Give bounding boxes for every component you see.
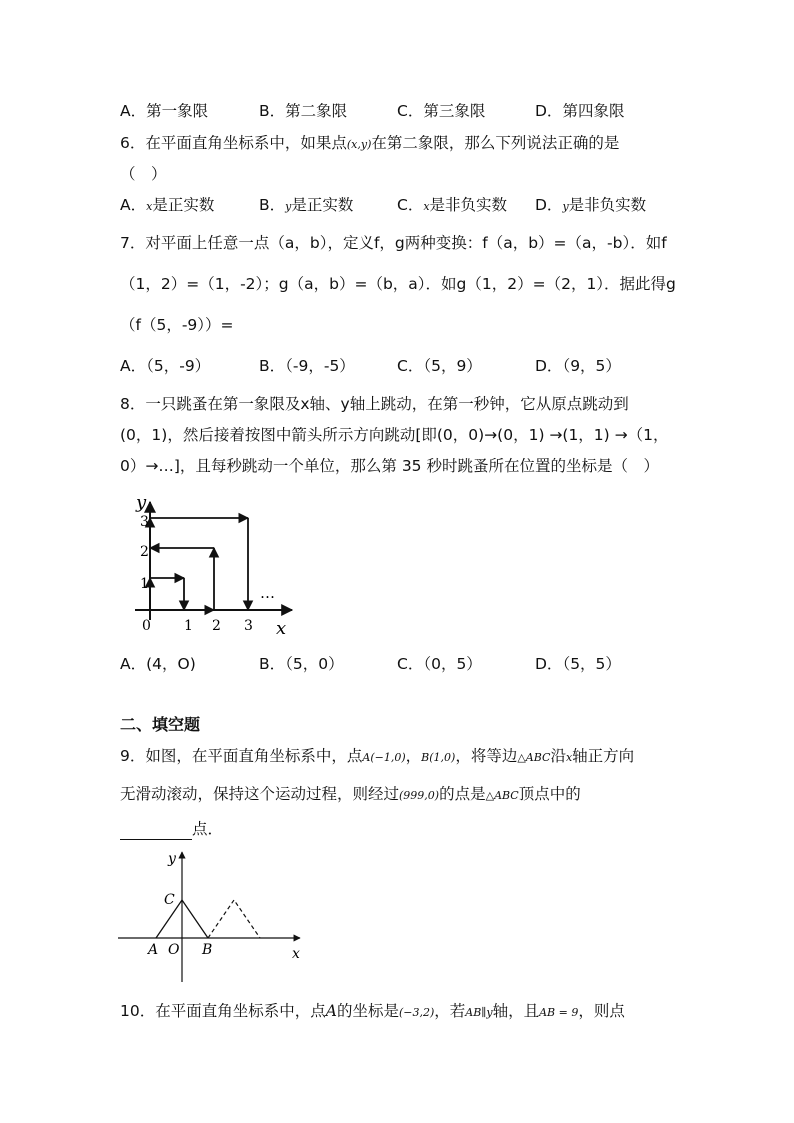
q6-paren: （ ） (120, 165, 167, 183)
q8-option-c: C．（0，5） (397, 655, 482, 673)
x-tick-1: 1 (184, 618, 193, 634)
q5-option-c: C．第三象限 (397, 102, 486, 120)
y-axis-label: y (136, 492, 147, 513)
ellipsis: … (260, 584, 275, 602)
origin-label: O (168, 942, 180, 958)
x-axis-label: x (292, 946, 300, 962)
q5-option-d: D．第四象限 (535, 102, 625, 120)
q6-option-d: D．y是非负实数 (535, 196, 647, 214)
x-axis-label: x (276, 618, 287, 639)
q8-line1: 8．一只跳蚤在第一象限及x轴、y轴上跳动，在第一秒钟，它从原点跳动到 (120, 395, 629, 413)
q10-line1: 10．在平面直角坐标系中，点A的坐标是(−3,2)，若AB∥y轴，且AB = 9，则点 (120, 1002, 625, 1020)
y-tick-3: 3 (140, 514, 149, 530)
triangle-roll-figure (118, 846, 318, 986)
q6-option-a: A．x是正实数 (120, 196, 215, 214)
q7-line1: 7．对平面上任意一点（a，b），定义f，g两种变换：f（a，b）=（a，-b）．如f (120, 234, 667, 252)
vertex-c-label: C (164, 892, 175, 908)
q9-line2: 无滑动滚动，保持这个运动过程，则经过(999,0)的点是△ABC顶点中的 (120, 785, 581, 803)
q9-line1: 9．如图，在平面直角坐标系中，点A(−1,0)，B(1,0)，将等边△ABC沿x轴正方向 (120, 747, 635, 765)
flea-path-figure (120, 488, 300, 638)
vertex-a-label: A (148, 942, 159, 958)
q5-option-a: A．第一象限 (120, 102, 209, 120)
q6-stem: 6．在平面直角坐标系中，如果点(x,y)在第二象限，那么下列说法正确的是 (120, 134, 620, 152)
vertex-b-label: B (202, 942, 213, 958)
q8-option-a: A．(4，O) (120, 655, 196, 673)
origin-label: 0 (142, 618, 151, 634)
section-title: 二、填空题 (120, 715, 201, 734)
q7-line2: （1，2）=（1，-2）；g（a，b）=（b，a）．如g（1，2）=（2，1）．据此得g (120, 275, 676, 293)
rolled-triangle (208, 900, 260, 938)
q7-option-d: D．（9，5） (535, 357, 621, 375)
x-tick-2: 2 (212, 618, 221, 634)
q8-option-d: D．（5，5） (535, 655, 621, 673)
y-tick-2: 2 (140, 544, 149, 560)
y-tick-1: 1 (140, 576, 149, 592)
q7-line3: （f（5，-9））= (120, 316, 234, 334)
q8-option-b: B．（5，0） (259, 655, 344, 673)
y-axis-label: y (168, 851, 176, 867)
q7-option-a: A．（5，-9） (120, 357, 211, 375)
x-tick-3: 3 (244, 618, 253, 634)
q7-option-b: B．（-9，-5） (259, 357, 355, 375)
q5-option-b: B．第二象限 (259, 102, 348, 120)
q6-option-b: B．y是正实数 (259, 196, 354, 214)
q9-line3: 点． (120, 818, 223, 840)
answer-blank[interactable] (120, 821, 192, 840)
q7-option-c: C．（5，9） (397, 357, 482, 375)
q8-line2: (0，1)，然后接着按图中箭头所示方向跳动[即(0，0)→(0，1) →(1，1) →（1， (120, 426, 669, 444)
q8-line3: 0）→…]，且每秒跳动一个单位，那么第 35 秒时跳蚤所在位置的坐标是（ ） (120, 457, 659, 475)
q6-option-c: C．x是非负实数 (397, 196, 508, 214)
